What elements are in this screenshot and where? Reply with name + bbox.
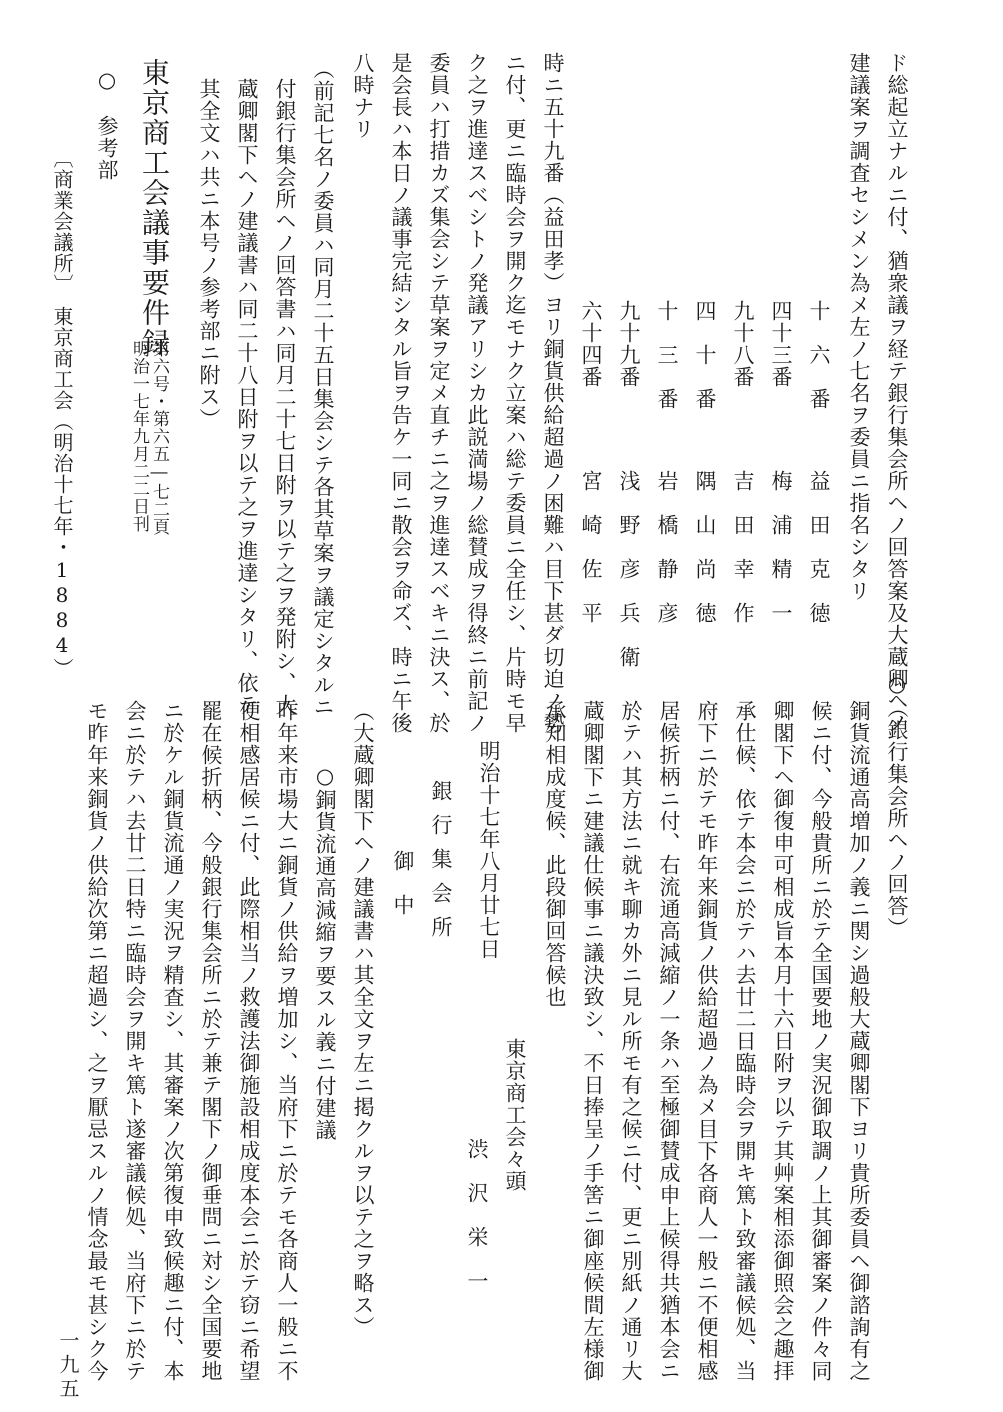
addressee-honorific: 御 中: [391, 850, 415, 916]
member-name-7: 宮 崎 佐 平: [579, 470, 603, 624]
body-line-4: 委員ハ打措カズ集会シテ草案ヲ定メ直チニ之ヲ進達スベキニ決ス、於: [427, 52, 451, 734]
body-line-3: ク之ヲ進達スベシトノ発議アリシカ此説満場ノ総賛成ヲ得終ニ前記ノ: [465, 52, 489, 734]
addressee: 銀行集会所: [429, 780, 453, 950]
note-line-2: 付銀行集会所ヘノ回答書ハ同月二十七日附ヲ以テ之ヲ発附シ、大: [273, 78, 297, 716]
sender-name: 渋 沢 栄 一: [465, 1138, 489, 1292]
record-title: 東京商工会議事要件録: [138, 58, 171, 358]
note-line-3: 蔵卿閣下ヘノ建議書ハ同二十八日附ヲ以テ之ヲ進達シタリ、依テ: [235, 78, 259, 716]
proposal-line-4: ニ於ケル銅貨流通ノ実況ヲ精査シ、其審案ノ次第復申致候趣ニ付、本: [161, 700, 185, 1382]
letter-date: 明治十七年八月廿七日: [477, 740, 501, 960]
body-line-5: 是会長ハ本日ノ議事完結シタル旨ヲ告ケ一同ニ散会ヲ命ズ、時ニ午後: [389, 52, 413, 734]
member-no-1: 十 六 番: [807, 300, 831, 410]
note-line-4: 其全文ハ共ニ本号ノ参考部ニ附ス）: [197, 78, 221, 430]
member-no-4: 四 十 番: [693, 300, 717, 410]
record-ref-1: 第六号・第六五―七二頁: [149, 340, 169, 536]
letter-line-7: 於テハ其方法ニ就キ聊カ外ニ見ル所モ有之候ニ付、更ニ別紙ノ通リ大: [619, 700, 643, 1382]
letter-line-8: 蔵卿閣下ニ建議仕候事ニ議決致シ、不日捧呈ノ手筈ニ御座候間左様御: [581, 700, 605, 1382]
member-name-6: 浅 野 彦 兵 衛: [617, 470, 641, 668]
record-ref-2: 明治一七年九月二二日刊: [129, 340, 149, 533]
proposal-heading: ○銅貨流通高減縮ヲ要スル義ニ付建議: [313, 764, 337, 1141]
footer-label: 〔商業会議所〕 東京商工会（明治十七年・1884）: [50, 148, 74, 679]
member-name-4: 隅 山 尚 徳: [693, 470, 717, 624]
sender-org: 東京商工会々頭: [503, 1038, 527, 1192]
member-no-5: 十 三 番: [655, 300, 679, 410]
member-name-5: 岩 橋 静 彦: [655, 470, 679, 624]
member-no-2: 四十三番: [769, 300, 793, 388]
proposal-line-2: 便相感居候ニ付、此際相当ノ救護法御施設相成度本会ニ於テ窃ニ希望: [237, 700, 261, 1382]
letter-line-5: 府下ニ於テモ昨年来銅貨ノ供給超過ノ為メ目下各商人一般ニ不便相感: [695, 700, 719, 1382]
letter-line-2: 候ニ付、今般貴所ニ於テ全国要地ノ実況御取調ノ上其御審案ノ件々同: [809, 700, 833, 1382]
reference-heading: ○ 参考部: [95, 68, 119, 181]
member-no-6: 九十九番: [617, 300, 641, 388]
member-no-7: 六十四番: [579, 300, 603, 388]
body-line-6: 八時ナリ: [351, 52, 375, 140]
bottom-heading: ○（銀行集会所ヘノ回答）: [885, 672, 909, 939]
letter-line-4: 承仕候、依テ本会ニ於テハ去廿二日臨時会ヲ開キ篤ト致審議候処、当: [733, 700, 757, 1382]
member-no-3: 九十八番: [731, 300, 755, 388]
letter-line-3: 卿閣下ヘ御復申可相成旨本月十六日附ヲ以テ其艸案相添御照会之趣拝: [771, 700, 795, 1382]
letter-line-9: 承知相成度候、此段御回答候也: [543, 700, 567, 1008]
letter-line-6: 居候折柄ニ付、右流通高減縮ノ一条ハ至極御賛成申上候得共猶本会ニ: [657, 700, 681, 1382]
body-line-1: 時ニ五十九番（益田孝）ヨリ銅貨供給超過ノ困難ハ目下甚ダ切迫ノ勢: [541, 52, 565, 734]
proposal-line-3: 罷在候折柄、今般銀行集会所ニ於テ兼テ閣下ノ御垂問ニ対シ全国要地: [199, 700, 223, 1382]
note-line-1: （前記七名ノ委員ハ同月二十五日集会シテ各其草案ヲ議定シタルニ: [311, 58, 335, 718]
top-line-2: 建議案ヲ調査セシメン為メ左ノ七名ヲ委員ニ指名シタリ: [847, 52, 871, 602]
member-name-3: 吉 田 幸 作: [731, 470, 755, 624]
proposal-line-5: 会ニ於テハ去廿二日特ニ臨時会ヲ開キ篤ト遂審議候処、当府下ニ於テ: [123, 700, 147, 1382]
member-name-1: 益 田 克 徳: [807, 470, 831, 624]
page-number: 一九五: [56, 1330, 80, 1402]
bottom-note: （大蔵卿閣下ヘノ建議書ハ其全文ヲ左ニ掲クルヲ以テ之ヲ略ス）: [351, 700, 375, 1338]
body-line-2: ニ付、更ニ臨時会ヲ開ク迄モナク立案ハ総テ委員ニ全任シ、片時モ早: [503, 52, 527, 734]
top-line-1: ド総起立ナルニ付、猶衆議ヲ経テ銀行集会所ヘノ回答案及大蔵卿ヘノ: [885, 52, 909, 734]
member-name-2: 梅 浦 精 一: [769, 470, 793, 624]
proposal-line-1: 昨年来市場大ニ銅貨ノ供給ヲ増加シ、当府下ニ於テモ各商人一般ニ不: [275, 700, 299, 1382]
letter-line-1: 銅貨流通高増加ノ義ニ関シ過般大蔵卿閣下ヨリ貴所委員ヘ御諮詢有之: [847, 700, 871, 1382]
proposal-line-6: モ昨年来銅貨ノ供給次第ニ超過シ、之ヲ厭忌スルノ情念最モ甚シク今: [85, 700, 109, 1382]
